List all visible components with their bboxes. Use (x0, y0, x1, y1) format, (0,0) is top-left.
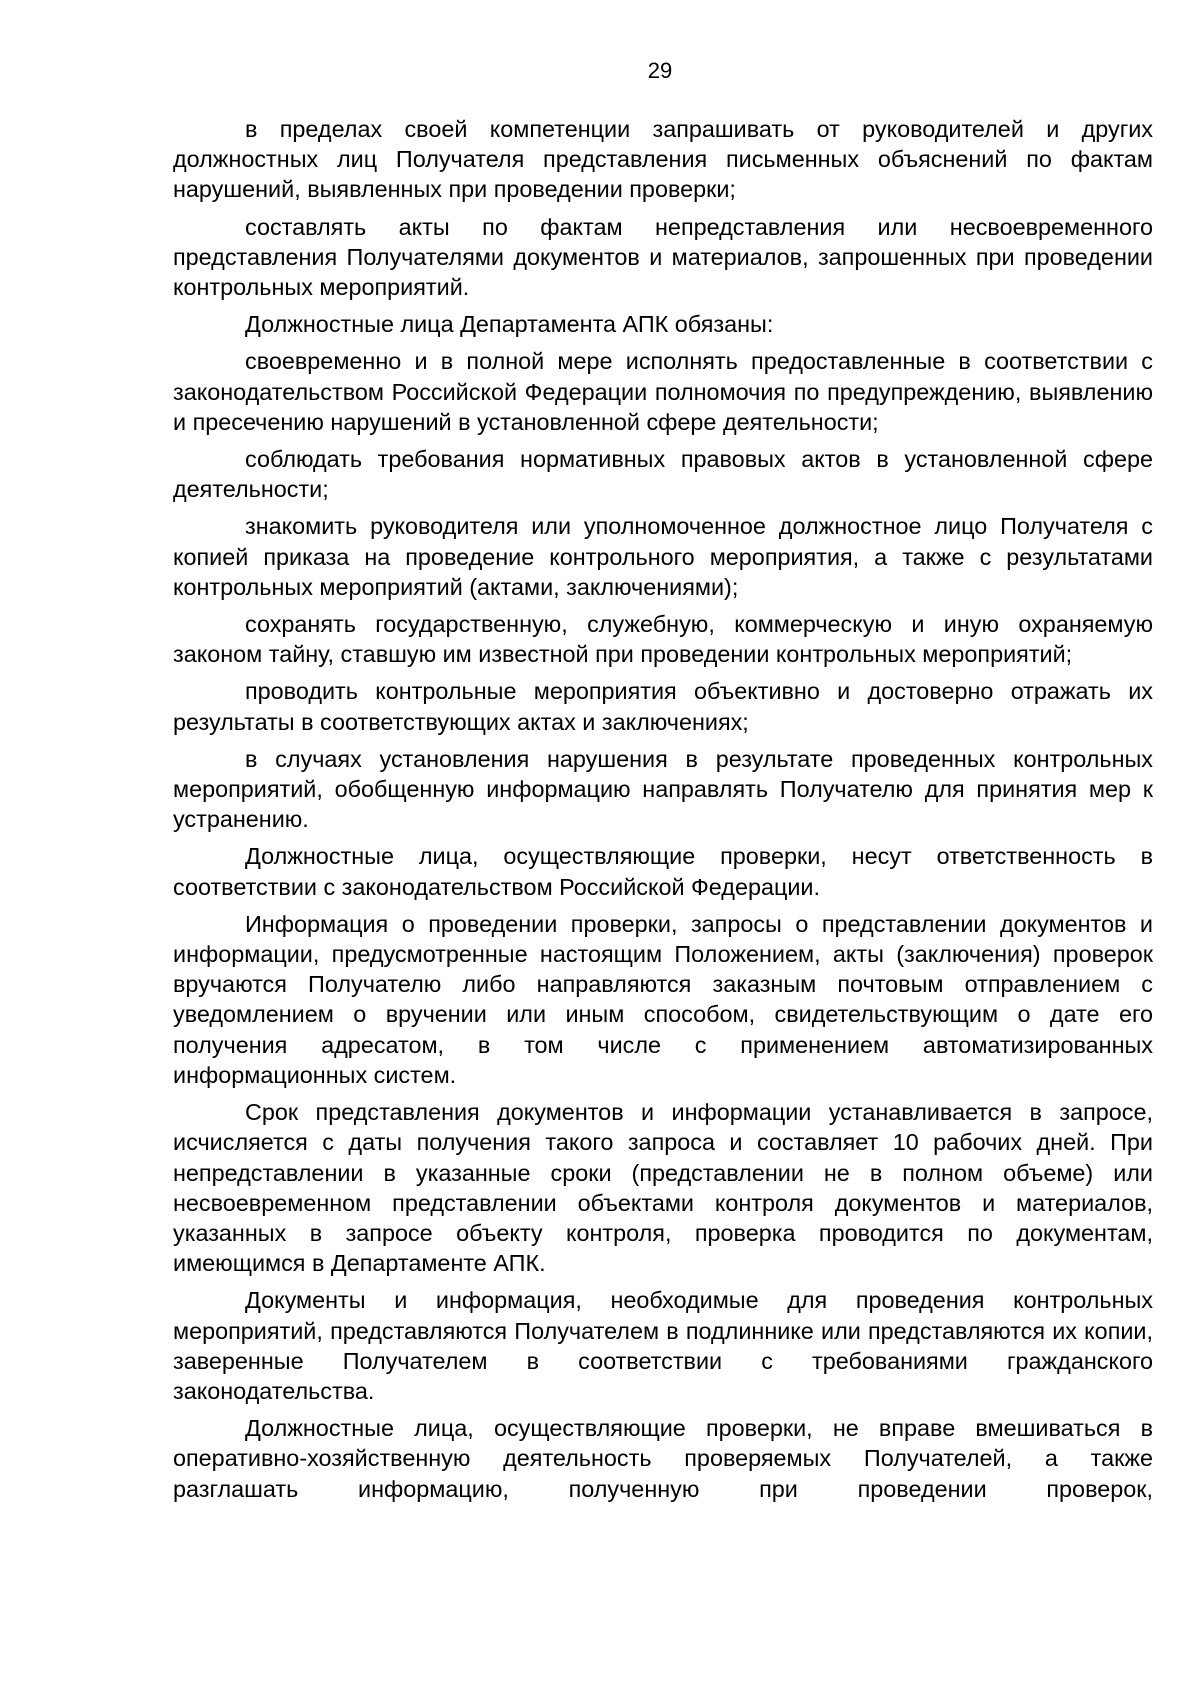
paragraph-non-interference: Должностные лица, осуществляющие проверки, не вправе вмешиваться в оперативно-хозяйственную деятельность проверяемых Получателей, а также разглашать информацию, полученную при проведении проверок, (173, 1415, 1153, 1502)
document-body (173, 114, 1153, 1511)
paragraph-originals-or-copies: Документы и информация, необходимые для проведения контрольных мероприятий, представляются Получателем в подлиннике или представляются их копии, заверенные Получателем в соответствии с требованиями гражданского законодательства. (173, 1287, 1153, 1404)
paragraph-responsibility: Должностные лица, осуществляющие проверки, несут ответственность в соответствии с законодательством Российской Федерации. (173, 843, 1153, 900)
paragraph-acquaint-head: знакомить руководителя или уполномоченное должностное лицо Получателя с копией приказа на проведение контрольного мероприятия, а также с результатами контрольных мероприятий (актами, заключениями); (173, 513, 1153, 600)
page-number: 29 (647, 58, 673, 83)
paragraph-delivery-of-documents: Информация о проведении проверки, запросы о представлении документов и информации, предусмотренные настоящим Положением, акты (заключения) проверок вручаются Получателю либо направляются заказным почтовым отправлением с уведомлением о вручении или иным способом, свидетельствующим о дате его получения адресатом, в том числе с применением автоматизированных информационных систем. (173, 910, 1153, 1088)
paragraph-exercise-powers: своевременно и в полной мере исполнять предоставленные в соответствии с законодательством Российской Федерации полномочия по предупреждению, выявлению и пресечению нарушений в установленной сфере деятельности; (173, 348, 1153, 435)
paragraph-comply-requirements: соблюдать требования нормативных правовых актов в установленной сфере деятельности; (173, 446, 1153, 503)
paragraph-draft-acts: составлять акты по фактам непредставления или несвоевременного представления Получателями документов и материалов, запрошенных при проведении контрольных мероприятий. (173, 213, 1153, 301)
paragraph-officials-obliged: Должностные лица Департамента АПК обязаны: (245, 311, 774, 338)
paragraph-send-information: в случаях установления нарушения в результате проведенных контрольных мероприятий, обобщенную информацию направлять Получателю для принятия мер к устранению. (173, 745, 1153, 833)
paragraph-request-explanations: в пределах своей компетенции запрашивать от руководителей и других должностных лиц Получателя представления письменных объяснений по фактам нарушений, выявленных при проведении проверки; (173, 116, 1153, 203)
paragraph-submission-deadline: Срок представления документов и информации устанавливается в запросе, исчисляется с даты получения такого запроса и составляет 10 рабочих дней. При непредставлении в указанные сроки (представлении не в полном объеме) или несвоевременном представлении объектами контроля документов и материалов, указанных в запросе объекту контроля, проверка проводится по документам, имеющимся в Департаменте АПК. (173, 1099, 1153, 1277)
paragraph-keep-secrets: сохранять государственную, служебную, коммерческую и иную охраняемую законом тайну, ставшую им известной при проведении контрольных мероприятий; (173, 611, 1153, 668)
paragraph-conduct-objectively: проводить контрольные мероприятия объективно и достоверно отражать их результаты в соответствующих актах и заключениях; (173, 678, 1153, 735)
